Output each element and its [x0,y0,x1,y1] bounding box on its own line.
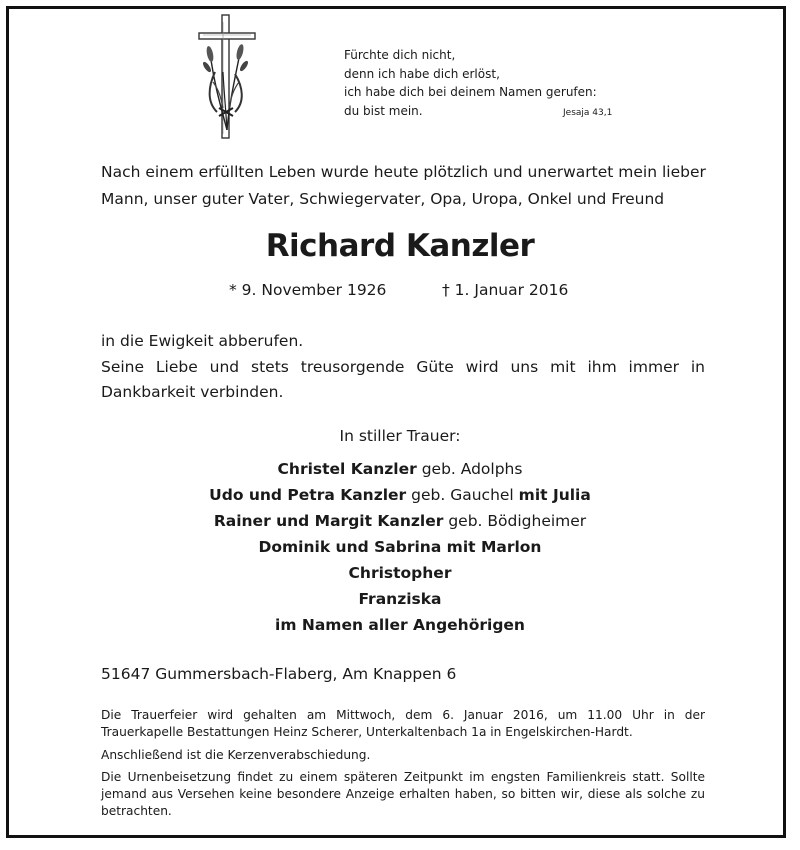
deceased-name: Richard Kanzler [265,228,535,264]
mourner-name: Christel Kanzler [277,460,417,478]
family-address: 51647 Gummersbach-Flaberg, Am Knappen 6 [101,665,457,683]
intro-line: Mann, unser guter Vater, Schwiegervater, Opa, Uropa, Onkel und Freund [101,190,665,208]
mourner-name: Rainer und Margit Kanzler [213,512,444,530]
mourners-list [0,456,800,638]
mourner-child: mit Julia [518,486,591,504]
funeral-notes [101,707,705,826]
body-paragraph: Seine Liebe und stets treusorgende Güte wird uns mit ihm immer in Dankbarkeit verbinden. [101,357,705,401]
intro-text [101,159,705,213]
verse-line: Fürchte dich nicht, [344,48,456,62]
verse-line: denn ich habe dich erlöst, [344,66,500,81]
candle-farewell-note: Anschließend ist die Kerzenverabschiedung. [101,747,371,762]
intro-line: Nach einem erfüllten Leben wurde heute plötzlich und unerwartet mein lieber [101,163,706,181]
mourner-name: Udo und Petra Kanzler [209,486,407,504]
verse-line: du bist mein. [344,103,423,118]
mourner-maiden: geb. Bödigheimer [443,512,587,530]
mourner-line [0,456,800,482]
death-date: † 1. Januar 2016 [442,281,569,299]
mourner-line [0,612,800,638]
body-text [101,329,705,406]
funeral-service-note: Die Trauerfeier wird gehalten am Mittwoch, dem 6. Januar 2016, um 11.00 Uhr in der Trauerkapelle Bestattungen Heinz Scherer, Unterkaltenbach 1a in Engelskirchen-Hardt. [101,708,705,740]
mourner-name: Dominik und Sabrina mit Marlon [258,538,542,556]
verse-reference: Jesaja 43,1 [563,108,613,118]
mourning-heading: In stiller Trauer: [339,427,461,445]
mourner-maiden: geb. Gauchel [406,486,519,504]
mourner-line [0,482,800,508]
body-line: in die Ewigkeit abberufen. [101,332,304,350]
urn-burial-note: Die Urnenbeisetzung findet zu einem späteren Zeitpunkt im engsten Familienkreis statt. Sollte jemand aus Versehen keine besondere Anzeige erhalten haben, so bitten wir, diese als solche zu betrachten. [101,769,705,819]
birth-date: * 9. November 1926 [229,281,387,299]
mourner-line [0,508,800,534]
bible-verse [344,46,597,120]
verse-line: ich habe dich bei deinem Namen gerufen: [344,85,597,99]
cross-with-wheat-icon [193,12,261,140]
mourner-line [0,586,800,612]
mourner-name: im Namen aller Angehörigen [275,616,525,634]
mourner-line [0,560,800,586]
mourner-line [0,534,800,560]
mourner-name: Franziska [358,590,442,608]
mourner-maiden: geb. Adolphs [416,460,523,478]
mourner-name: Christopher [348,564,452,582]
